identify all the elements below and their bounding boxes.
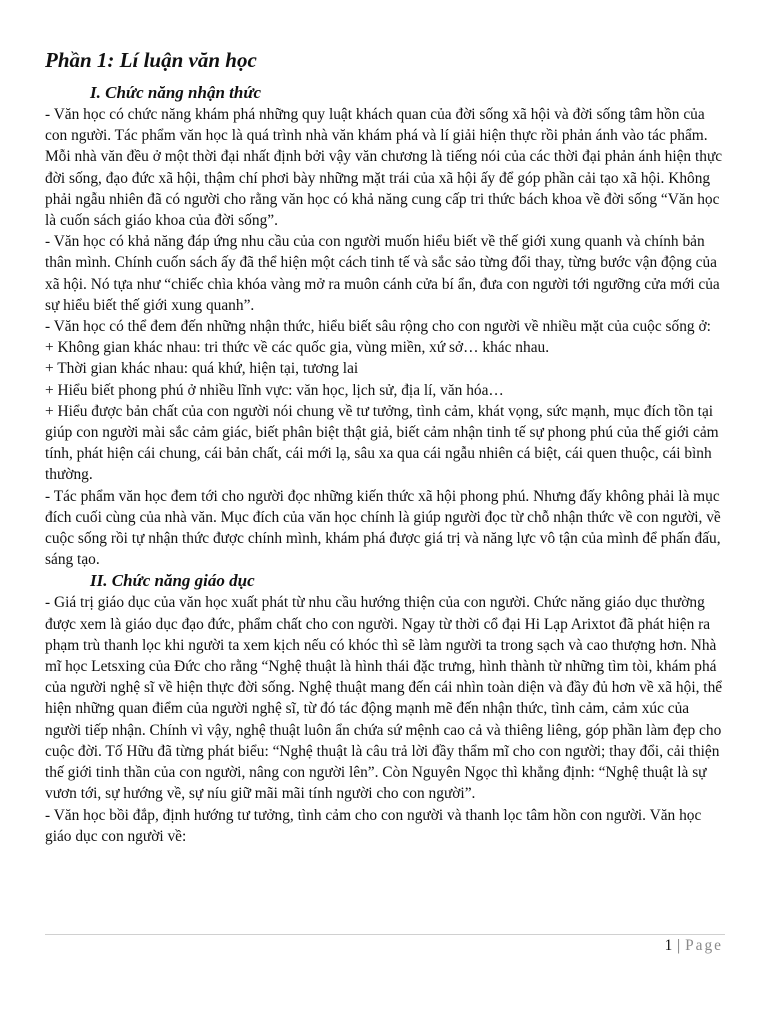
bullet-item: + Không gian khác nhau: tri thức về các quốc gia, vùng miền, xứ sở… khác nhau.: [45, 339, 550, 357]
section-heading-2: II. Chức năng giáo dục: [90, 571, 255, 591]
paragraph: - Giá trị giáo dục của văn học xuất phát từ nhu cầu hướng thiện của con người. Chức năng giáo dục thường được xem là giáo dục đạo đức, phẩm chất cho con người. Ngay từ thời cổ đại Hi Lạp Arixtot đã phát hiện ra phạm trù thanh lọc khi người ta xem kịch nếu có khóc thì sẽ làm người ta trong sạch và cao thượng hơn. Nhà mĩ học Letsxing của Đức cho rằng “Nghệ thuật là hình thái đặc trưng, hình thành từ những tìm tòi, khám phá của người nghệ sĩ về hiện thực đời sống. Nghệ thuật mang đến cái nhìn toàn diện và đầy đủ hơn về xã hội, thể hiện những quan điểm của người nghệ sĩ, từ đó tác động mạnh mẽ đến nhận thức, tình cảm, cảm xúc của người tiếp nhận. Chính vì vậy, nghệ thuật luôn ẩn chứa sứ mệnh cao cả và thiêng liêng, góp phần làm đẹp cho cuộc đời. Tố Hữu đã từng phát biểu: “Nghệ thuật là câu trả lời đầy thẩm mĩ cho con người; thay đổi, cải thiện thế giới tinh thần của con người, nâng con người lên”. Còn Nguyên Ngọc thì khẳng định: “Nghệ thuật là sự vươn tới, sự hướng về, sự níu giữ mãi mãi tính người cho con người”.: [45, 594, 723, 803]
paragraph: - Văn học có thể đem đến những nhận thức, hiểu biết sâu rộng cho con người về nhiều mặt của cuộc sống ở:: [45, 318, 711, 336]
bullet-item: + Thời gian khác nhau: quá khứ, hiện tại, tương lai: [45, 360, 359, 378]
document-body: [45, 46, 725, 847]
page-footer: [665, 937, 723, 955]
bullet-item: + Hiểu được bản chất của con người nói chung về tư tưởng, tình cảm, khát vọng, sức mạnh, mục đích tồn tại giúp con người mài sắc cảm giác, biết phân biệt thật giả, biết cảm nhận tinh tế sự phong phú của thế giới cảm tính, phát hiện cái chung, cái bản chất, cái mới lạ, sâu xa qua cái ngẫu nhiên cá biệt, cái quen thuộc, cái bình thường.: [45, 402, 719, 484]
paragraph: - Văn học có khả năng đáp ứng nhu cầu của con người muốn hiểu biết về thế giới xung quanh và chính bản thân mình. Chính cuốn sách ấy đã thể hiện một cách tinh tế và sắc sảo từng đổi thay, từng bước vận động của xã hội. Nó tựa như “chiếc chìa khóa vàng mở ra muôn cánh cửa bí ẩn, đưa con người tới ngưỡng cửa mới của sự hiểu biết thế giới xung quanh”.: [45, 233, 720, 314]
paragraph: - Văn học bồi đắp, định hướng tư tưởng, tình cảm cho con người và thanh lọc tâm hồn con người. Văn học giáo dục con người về:: [45, 806, 702, 845]
section-heading-1: I. Chức năng nhận thức: [90, 83, 262, 102]
page-title: Phần 1: Lí luận văn học: [45, 48, 257, 72]
footer-separator: |: [677, 937, 681, 954]
page-label: Page: [685, 937, 723, 954]
bullet-item: + Hiểu biết phong phú ở nhiều lĩnh vực: văn học, lịch sử, địa lí, văn hóa…: [45, 381, 504, 399]
page-number: 1: [664, 937, 673, 954]
footer-divider: [45, 934, 725, 935]
paragraph: - Văn học có chức năng khám phá những quy luật khách quan của đời sống xã hội và đời sống tâm hồn của con người. Tác phẩm văn học là quá trình nhà văn khám phá và lí giải hiện thực rồi phản ánh vào tác phẩm. Mỗi nhà văn đều ở một thời đại nhất định bởi vậy văn chương là tiếng nói của các thời đại phản ánh hiện thực đời sống, đạo đức xã hội, thậm chí phơi bày những mặt trái của xã hội ấy để góp phần cải tạo xã hội. Không phải ngẫu nhiên đã có người cho rằng văn học có khả năng cung cấp tri thức bách khoa về đời sống “Văn học là cuốn sách giáo khoa của đời sống”.: [45, 106, 723, 230]
paragraph: - Tác phẩm văn học đem tới cho người đọc những kiến thức xã hội phong phú. Nhưng đấy không phải là mục đích cuối cùng của nhà văn. Mục đích của văn học chính là giúp người đọc từ chỗ nhận thức về con người, về cuộc sống rồi tự nhận thức được chính mình, khám phá được giá trị và năng lực vô tận của mình để phấn đấu, sáng tạo.: [45, 487, 721, 569]
